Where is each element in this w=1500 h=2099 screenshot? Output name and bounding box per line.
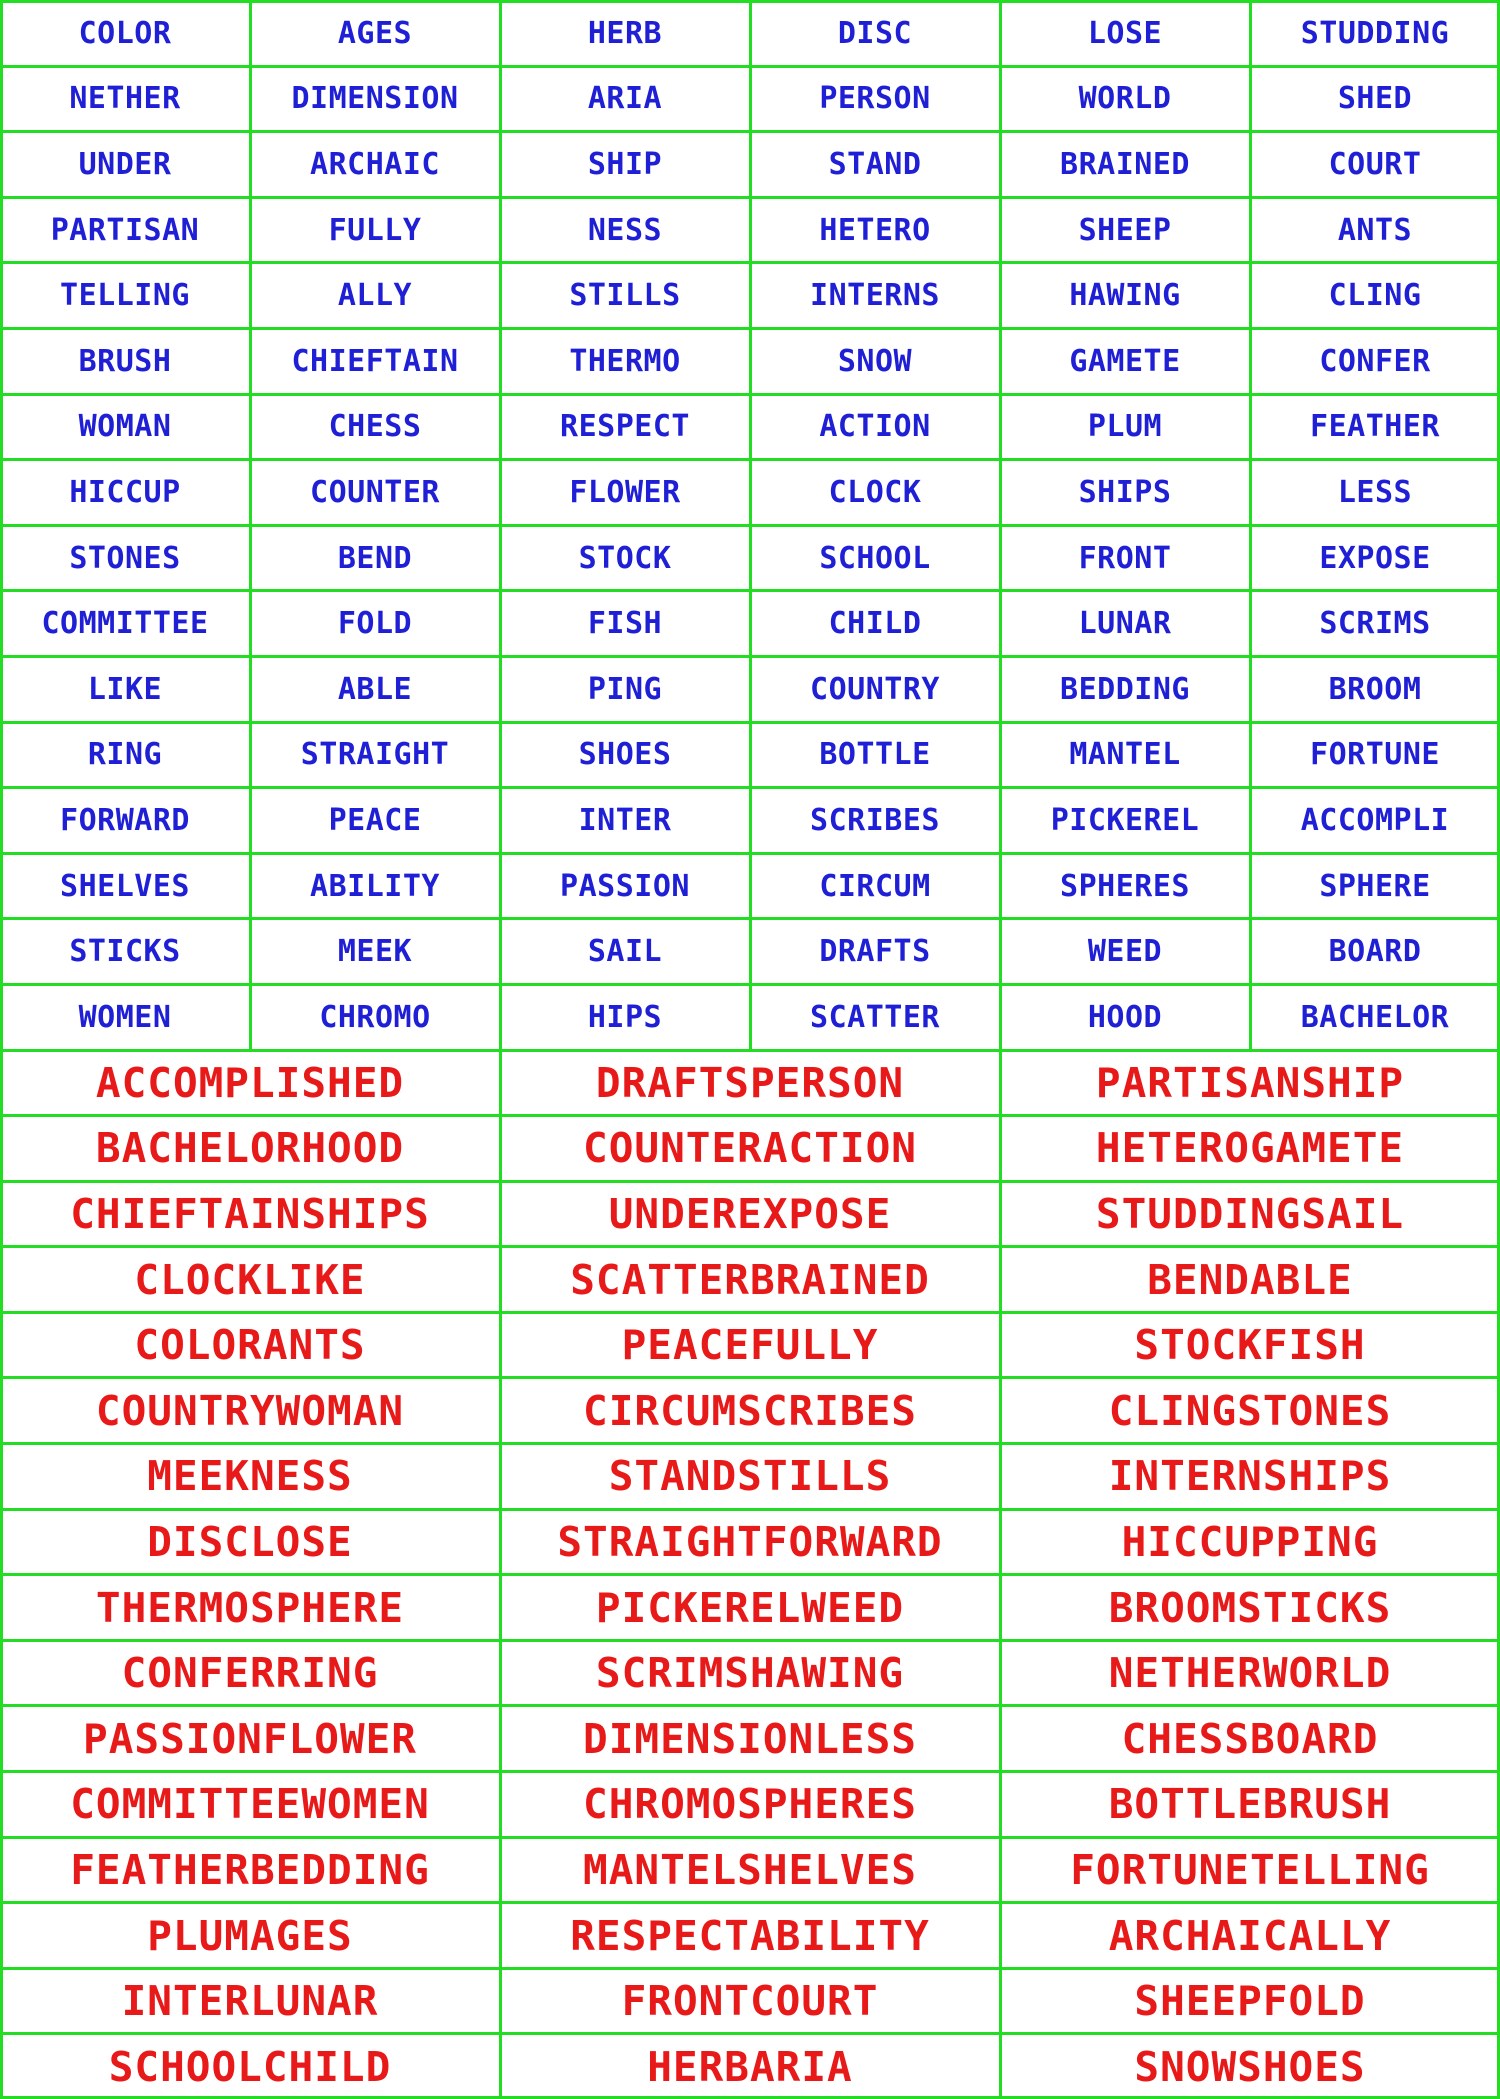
word-cell: RING — [87, 737, 163, 773]
word-cell: AGES — [337, 15, 413, 51]
compound-word-cell: CHESSBOARD — [1121, 1714, 1379, 1763]
word-cell: ARCHAIC — [310, 146, 440, 182]
word-cell: FISH — [587, 606, 663, 642]
word-cell: SHIPS — [1078, 474, 1172, 510]
word-cell: NETHER — [69, 81, 181, 117]
word-cell: PLUM — [1087, 409, 1163, 445]
compound-word-cell: STUDDINGSAIL — [1095, 1189, 1405, 1238]
compound-word-cell: RESPECTABILITY — [570, 1911, 930, 1960]
compound-word-cell: SCATTERBRAINED — [570, 1255, 930, 1304]
word-cell: MANTEL — [1069, 737, 1181, 773]
word-cell: FRONT — [1078, 540, 1172, 576]
word-cell: FORWARD — [60, 802, 190, 838]
compound-word-cell: PASSIONFLOWER — [83, 1714, 417, 1763]
word-cell: BROOM — [1328, 671, 1422, 707]
word-cell: ABLE — [337, 671, 413, 707]
word-cell: SAIL — [587, 934, 663, 970]
compound-word-cell: CONFERRING — [121, 1649, 379, 1698]
compound-word-cell: DRAFTSPERSON — [595, 1058, 905, 1107]
word-cell: COUNTRY — [810, 671, 940, 707]
compound-word-cell: DISCLOSE — [147, 1517, 353, 1566]
compound-word-cell: CLOCKLIKE — [134, 1255, 366, 1304]
word-cell: PASSION — [560, 868, 690, 904]
compound-word-cell: COUNTERACTION — [583, 1124, 917, 1173]
word-cell: NESS — [587, 212, 663, 248]
word-cell: ACTION — [819, 409, 931, 445]
word-cell: CIRCUM — [819, 868, 931, 904]
word-cell: STUDDING — [1300, 15, 1450, 51]
word-cell: COMMITTEE — [41, 606, 209, 642]
word-cell: DIMENSION — [291, 81, 459, 117]
compound-word-cell: ACCOMPLISHED — [95, 1058, 405, 1107]
compound-word-cell: FRONTCOURT — [621, 1977, 879, 2026]
compound-word-cell: MEEKNESS — [147, 1452, 353, 1501]
word-cell: FEATHER — [1310, 409, 1440, 445]
word-cell: BOARD — [1328, 934, 1422, 970]
compound-word-cell: HICCUPPING — [1121, 1517, 1379, 1566]
compound-word-cell: PEACEFULLY — [621, 1321, 879, 1370]
word-cell: SCRIMS — [1319, 606, 1431, 642]
word-cell: WOMAN — [78, 409, 172, 445]
word-cell: CHILD — [828, 606, 922, 642]
compound-word-cell: HETEROGAMETE — [1095, 1124, 1405, 1173]
word-cell: THERMO — [569, 343, 681, 379]
word-cell: HAWING — [1069, 278, 1181, 314]
word-cell: CHESS — [328, 409, 422, 445]
word-cell: PARTISAN — [50, 212, 200, 248]
compound-word-cell: BENDABLE — [1147, 1255, 1353, 1304]
word-cell: COURT — [1328, 146, 1422, 182]
word-cell: WOMEN — [78, 999, 172, 1035]
word-cell: PERSON — [819, 81, 931, 117]
word-cell: STONES — [69, 540, 181, 576]
compound-word-cell: COUNTRYWOMAN — [95, 1386, 405, 1435]
word-cell: EXPOSE — [1319, 540, 1431, 576]
word-cell: STOCK — [578, 540, 672, 576]
word-cell: STILLS — [569, 278, 681, 314]
word-cell: SHELVES — [60, 868, 190, 904]
word-cell: ACCOMPLI — [1300, 802, 1450, 838]
compound-word-cell: BACHELORHOOD — [95, 1124, 405, 1173]
word-cell: CLOCK — [828, 474, 922, 510]
compound-word-cell: COMMITTEEWOMEN — [70, 1780, 430, 1829]
compound-word-cell: FEATHERBEDDING — [70, 1845, 430, 1894]
word-cell: ABILITY — [310, 868, 440, 904]
compound-word-cell: MANTELSHELVES — [583, 1845, 917, 1894]
word-cell: BACHELOR — [1300, 999, 1450, 1035]
compound-word-cell: DIMENSIONLESS — [583, 1714, 917, 1763]
word-cell: SHIP — [587, 146, 663, 182]
word-cell: DISC — [837, 15, 913, 51]
compound-word-cell: UNDEREXPOSE — [608, 1189, 892, 1238]
compound-word-cell: CHIEFTAINSHIPS — [70, 1189, 430, 1238]
compound-word-cell: INTERNSHIPS — [1108, 1452, 1392, 1501]
compound-word-cell: STANDSTILLS — [608, 1452, 892, 1501]
word-cell: WORLD — [1078, 81, 1172, 117]
word-cell: BEDDING — [1060, 671, 1190, 707]
word-cell: SCATTER — [810, 999, 940, 1035]
word-cell: RESPECT — [560, 409, 690, 445]
word-cell: BOTTLE — [819, 737, 931, 773]
word-cell: MEEK — [337, 934, 413, 970]
compound-word-cell: SNOWSHOES — [1134, 2042, 1366, 2091]
word-cell: FOLD — [337, 606, 413, 642]
compound-word-cell: SCRIMSHAWING — [595, 1649, 905, 1698]
word-cell: HOOD — [1087, 999, 1163, 1035]
word-cell: SPHERE — [1319, 868, 1431, 904]
compound-word-cell: CIRCUMSCRIBES — [583, 1386, 917, 1435]
word-cell: BEND — [337, 540, 413, 576]
compound-word-cell: FORTUNETELLING — [1070, 1845, 1430, 1894]
word-cell: INTER — [578, 802, 672, 838]
word-cell: DRAFTS — [819, 934, 931, 970]
word-cell: FLOWER — [569, 474, 681, 510]
compound-word-cell: INTERLUNAR — [121, 1977, 379, 2026]
compound-word-cell: COLORANTS — [134, 1321, 366, 1370]
word-cell: HIPS — [587, 999, 663, 1035]
word-cell: ALLY — [337, 278, 413, 314]
word-cell: CLING — [1328, 278, 1422, 314]
word-cell: SHED — [1337, 81, 1413, 117]
word-cell: ARIA — [587, 81, 663, 117]
compound-word-cell: SCHOOLCHILD — [108, 2042, 392, 2091]
word-cell: ANTS — [1337, 212, 1413, 248]
word-cell: SHEEP — [1078, 212, 1172, 248]
word-cell: HICCUP — [69, 474, 181, 510]
word-cell: BRUSH — [78, 343, 172, 379]
compound-word-cell: STOCKFISH — [1134, 1321, 1366, 1370]
compound-word-cell: CLINGSTONES — [1108, 1386, 1392, 1435]
compound-word-cell: HERBARIA — [647, 2042, 853, 2091]
word-cell: LOSE — [1087, 15, 1163, 51]
word-cell: TELLING — [60, 278, 190, 314]
word-cell: CHROMO — [319, 999, 431, 1035]
compound-word-cell: CHROMOSPHERES — [583, 1780, 917, 1829]
word-cell: GAMETE — [1069, 343, 1181, 379]
word-cell: PEACE — [328, 802, 422, 838]
word-cell: SPHERES — [1060, 868, 1190, 904]
word-cell: LESS — [1337, 474, 1413, 510]
compound-word-cell: BROOMSTICKS — [1108, 1583, 1392, 1632]
word-cell: SHOES — [578, 737, 672, 773]
word-cell: STRAIGHT — [300, 737, 450, 773]
word-cell: HERB — [587, 15, 663, 51]
word-cell: COLOR — [78, 15, 172, 51]
word-cell: STICKS — [69, 934, 181, 970]
word-cell: PICKEREL — [1050, 802, 1200, 838]
word-cell: SCRIBES — [810, 802, 940, 838]
compound-word-cell: PLUMAGES — [147, 1911, 353, 1960]
compound-word-cell: THERMOSPHERE — [95, 1583, 405, 1632]
word-cell: BRAINED — [1060, 146, 1190, 182]
word-cell: UNDER — [78, 146, 172, 182]
compound-word-cell: STRAIGHTFORWARD — [557, 1517, 943, 1566]
compound-word-cell: NETHERWORLD — [1108, 1649, 1392, 1698]
word-cell: WEED — [1087, 934, 1163, 970]
word-cell: CHIEFTAIN — [291, 343, 459, 379]
word-cell: SCHOOL — [819, 540, 931, 576]
word-cell: LIKE — [87, 671, 163, 707]
word-cell: SNOW — [837, 343, 913, 379]
word-cell: PING — [587, 671, 663, 707]
compound-word-cell: BOTTLEBRUSH — [1108, 1780, 1392, 1829]
compound-word-cell: ARCHAICALLY — [1108, 1911, 1392, 1960]
word-cell: HETERO — [819, 212, 931, 248]
word-cell: FULLY — [328, 212, 422, 248]
compound-word-cell: PICKERELWEED — [595, 1583, 905, 1632]
word-cell: CONFER — [1319, 343, 1431, 379]
word-cell: LUNAR — [1078, 606, 1172, 642]
compound-word-cell: PARTISANSHIP — [1095, 1058, 1405, 1107]
word-cell: COUNTER — [310, 474, 440, 510]
word-cell: STAND — [828, 146, 922, 182]
word-cell: INTERNS — [810, 278, 940, 314]
compound-word-cell: SHEEPFOLD — [1134, 1977, 1366, 2026]
word-cell: FORTUNE — [1310, 737, 1440, 773]
